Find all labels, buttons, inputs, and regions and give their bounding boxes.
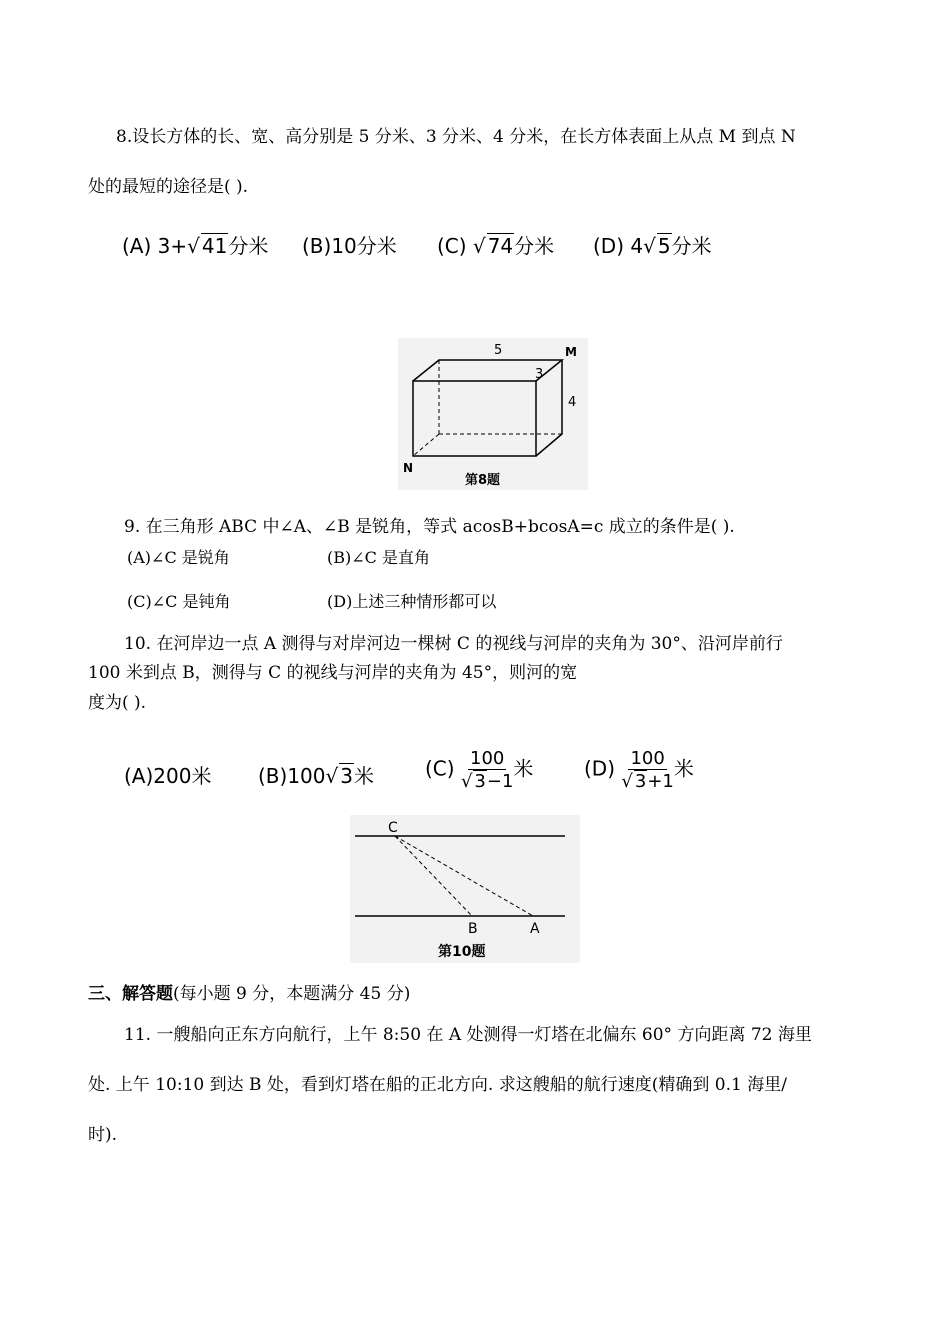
q11-stem-line1: 11. 一艘船向正东方向航行，上午 8:50 在 A 处测得一灯塔在北偏东 60° 方向距离 72 海里	[124, 1025, 812, 1045]
q10-option-a: (A)200米	[124, 764, 212, 788]
q8-option-d: (D) 4√ 5分米	[593, 234, 712, 258]
section3-heading	[88, 983, 410, 1005]
q10-river-figure	[350, 815, 580, 963]
q9-option-c: (C)∠C 是钝角	[127, 592, 231, 611]
q10-stem-line2: 100 米到点 B，测得与 C 的视线与河岸的夹角为 45°，则河的宽	[88, 663, 578, 683]
section3-note: (每小题 9 分，本题满分 45 分)	[173, 984, 411, 1004]
river-point-b: B	[468, 921, 478, 937]
q8-option-b: (B)10分米	[302, 234, 397, 258]
q9-option-d: (D)上述三种情形都可以	[327, 592, 497, 611]
cuboid-length-label: 5	[494, 343, 503, 358]
q8-stem-line1: 8.设长方体的长、宽、高分别是 5 分米、3 分米、4 分米，在长方体表面上从点 M 到点 N	[116, 127, 796, 147]
q11-stem-line2: 处. 上午 10:10 到达 B 处，看到灯塔在船的正北方向. 求这艘船的航行速度(精确到 0.1 海里/	[88, 1075, 787, 1095]
q8-stem-line2: 处的最短的途径是( ).	[88, 177, 249, 197]
section3-title: 三、解答题	[88, 984, 173, 1004]
q8-cuboid-figure	[398, 338, 588, 490]
q10-option-d: (D) $\frac{100}{√ 3+1}$ 米	[584, 748, 694, 792]
q8-figure-caption: 第8题	[465, 473, 501, 488]
q9-option-a: (A)∠C 是锐角	[127, 548, 230, 567]
q8-option-c: (C) √ 74分米	[437, 234, 555, 258]
cuboid-width-label: 3	[535, 367, 544, 382]
q10-stem-line1: 10. 在河岸边一点 A 测得与对岸河边一棵树 C 的视线与河岸的夹角为 30°、沿河岸前行	[124, 634, 783, 654]
q8-option-a: (A) 3+√ 41分米	[122, 234, 269, 258]
q10-option-b: (B)100√ 3米	[258, 764, 374, 788]
cuboid-point-n: N	[403, 461, 414, 475]
river-point-c: C	[388, 820, 398, 836]
cuboid-height-label: 4	[568, 395, 577, 410]
q9-option-b: (B)∠C 是直角	[327, 548, 430, 567]
q11-stem-line3: 时).	[88, 1125, 118, 1145]
q10-option-c: (C) $\frac{100}{√ 3-1}$ 米	[425, 748, 534, 792]
q10-stem-line3: 度为( ).	[88, 693, 147, 713]
q10-figure-caption: 第10题	[438, 944, 486, 960]
river-point-a: A	[530, 921, 540, 937]
q9-stem: 9. 在三角形 ABC 中∠A、∠B 是锐角，等式 acosB+bcosA=c 成立的条件是( ).	[124, 517, 735, 537]
cuboid-point-m: M	[565, 345, 577, 359]
